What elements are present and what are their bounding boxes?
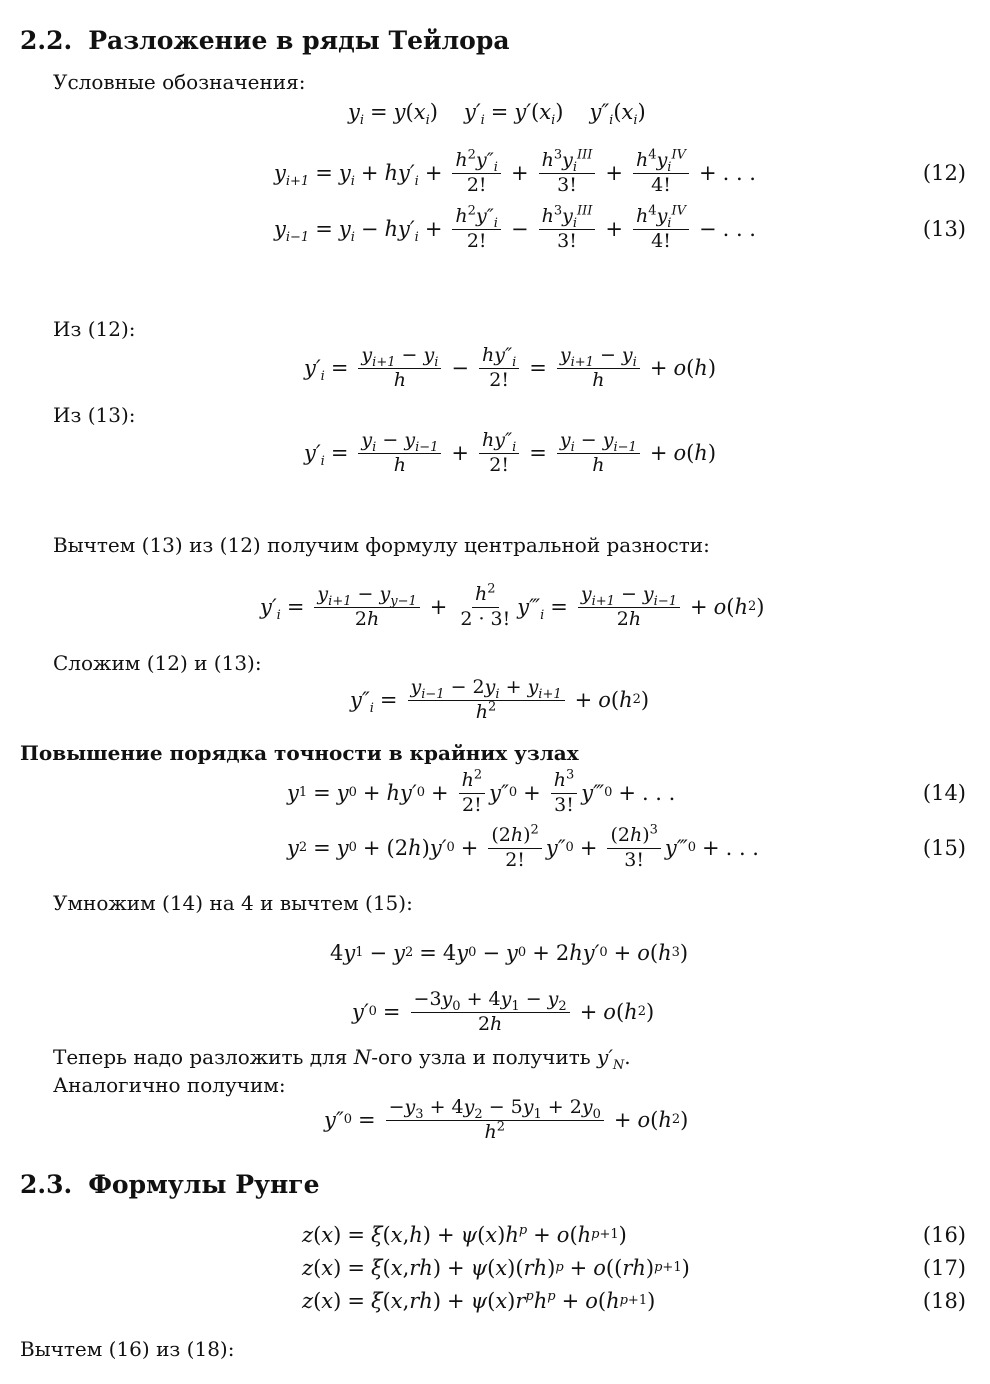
equation-number: (17)	[922, 1256, 966, 1280]
node-n-text-b: -ого узла и получить	[371, 1045, 591, 1069]
subtract-16-label: Вычтем (16) из (18):	[20, 1337, 235, 1361]
from-12-label: Из (12):	[53, 317, 136, 341]
section-heading-2-3	[20, 1170, 320, 1199]
equation-number: (15)	[922, 836, 966, 860]
equation-15: y 2 = y 0 + (2 h ) y′ 0 + $\frac{(2h)^2}{2!}$ y″ 0 + $\frac{(2h)^3}{3!}$ y‴ 0 + . . . (15)	[0, 818, 990, 878]
section-number: 2.3.	[20, 1170, 73, 1199]
equation-14: y 1 = y 0 + hy′ 0 + $\frac{h^2}{2!}$ y″ 0 + $\frac{h^3}{3!}$ y‴ 0 + . . . (14)	[0, 763, 990, 823]
node-n-symbol: N	[353, 1045, 372, 1069]
similarly-label: Аналогично получим:	[53, 1073, 286, 1097]
section-title: Разложение в ряды Тейлора	[88, 26, 510, 55]
equation-18: z ( x ) = ξ ( x , rh ) + ψ ( x ) $r^ph^p$ + o ( h p+1 ) (18)	[0, 1284, 990, 1318]
subsection-heading: Повышение порядка точности в крайних узлах	[20, 741, 579, 765]
add-label: Сложим (12) и (13):	[53, 651, 262, 675]
node-n-text: Теперь надо разложить для N-ого узла и получить $y'_N$.	[53, 1045, 631, 1073]
from-13-label: Из (13):	[53, 403, 136, 427]
central-difference-label: Вычтем (13) из (12) получим формулу центральной разности:	[53, 533, 710, 557]
equation-16: z ( x ) = ξ ( x , h ) + ψ ( x ) $h^p$ + o ( h p+1 ) (16)	[0, 1218, 990, 1252]
central-difference-formula: $y'_i$ = $\frac{y_{i+1} - y_{y-1}}{2h}$ + $\frac{h^2}{2 \cdot 3!}$ $y‴_i$ = $\frac{y_{i+1} - y_{i-1}}{2h}$ + o ( h 2 )	[260, 581, 765, 630]
boundary-first-derivative-formula: y′ 0 = $\frac{-3y_0 + 4y_1 - y_2}{2h}$ + o ( h 2 )	[352, 987, 655, 1035]
section-heading-2-2	[20, 26, 510, 55]
equation-number: (13)	[922, 217, 966, 241]
equation-number: (16)	[922, 1223, 966, 1247]
second-derivative-formula: $y''_i$ = $\frac{y_{i-1} - 2y_i + y_{i+1}}{h^2}$ + o ( h 2 )	[350, 675, 650, 723]
notation-formula: $y_i$ = y ( $x_i$ ) $y'_i$ = y′ ( $x_i$ ) $y''_i$ ( $x_i$ )	[348, 100, 646, 129]
equation-number: (14)	[922, 781, 966, 805]
notation-label: Условные обозначения:	[53, 70, 306, 94]
section-number: 2.2.	[20, 26, 73, 55]
node-n-text-a: Теперь надо разложить для	[53, 1045, 348, 1069]
backward-difference-formula: $y'_i$ = $\frac{y_i - y_{i-1}}{h}$ + $\frac{hy''_i}{2!}$ = $\frac{y_i - y_{i-1}}{h}$ + o ( h )	[304, 428, 717, 476]
boundary-second-derivative-formula: y″ 0 = $\frac{-y_3 + 4y_2 - 5y_1 + 2y_0}{h^2}$ + o ( h 2 )	[324, 1095, 689, 1143]
equation-12: $y_{i+1}$ = $y_i$ + $hy'_i$ + $\frac{h^2y''_i}{2!}$ + $\frac{h^3y_i^{III}}{3!}$ + $\frac{h^4y_i^{IV}}{4!}$ + . . . (12)	[0, 143, 990, 203]
forward-difference-formula: $y'_i$ = $\frac{y_{i+1} - y_i}{h}$ − $\frac{hy''_i}{2!}$ = $\frac{y_{i+1} - y_i}{h}$ + o ( h )	[304, 343, 717, 391]
equation-17: z ( x ) = ξ ( x , rh ) + ψ ( x )( rh ) p + o (( rh ) p+1 ) (17)	[0, 1251, 990, 1285]
equation-number: (12)	[922, 161, 966, 185]
multiply-label: Умножим (14) на 4 и вычтем (15):	[53, 891, 413, 915]
equation-number: (18)	[922, 1289, 966, 1313]
combination-formula: 4 y 1 − y 2 = 4 y 0 − y 0 + 2 hy′ 0 + o ( h 3 )	[330, 941, 689, 965]
section-title: Формулы Рунге	[88, 1170, 320, 1199]
equation-13: $y_{i-1}$ = $y_i$ − $hy'_i$ + $\frac{h^2y''_i}{2!}$ − $\frac{h^3y_i^{III}}{3!}$ + $\frac{h^4y_i^{IV}}{4!}$ − . . . (13)	[0, 199, 990, 259]
